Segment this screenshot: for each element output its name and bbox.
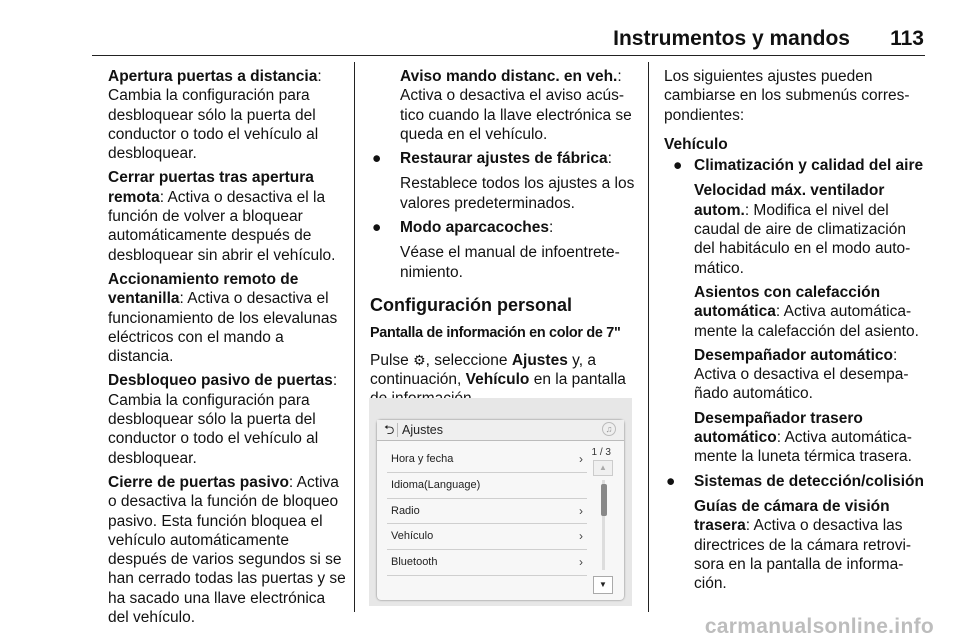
setting-term: Apertura puertas a distancia	[108, 68, 318, 85]
item-label: Hora y fecha	[391, 453, 454, 465]
list-item[interactable]	[387, 524, 587, 550]
chevron-right-icon: ›	[579, 555, 583, 570]
setting-text: : Activa o desactiva el funcionamiento de los elevalunas eléctricos con el mando a distancia.	[108, 290, 338, 366]
bullet-dot: ●	[673, 157, 683, 175]
list-item[interactable]	[387, 499, 587, 525]
bullet-item	[370, 149, 638, 168]
setting-term: Climatización y calidad del aire	[694, 157, 924, 175]
setting-description	[108, 371, 348, 467]
music-note-icon[interactable]: ♫	[602, 422, 616, 436]
column-2	[370, 67, 638, 413]
bullet-dot: ●	[666, 472, 676, 490]
watermark: carmanualsonline.info	[704, 615, 934, 638]
setting-term: Restaurar ajustes de fábrica	[400, 150, 608, 168]
bullet-item	[370, 218, 638, 237]
setting-term: Asientos con calefacción automática	[694, 283, 881, 321]
setting-term: Desempañador trasero automático	[694, 409, 863, 447]
section-heading: Configuración personal	[370, 294, 573, 315]
setting-text: :	[607, 150, 612, 168]
setting-text: : Activa automáticamente la luneta térmica trasera.	[694, 429, 912, 466]
setting-term: Desempañador automático	[694, 346, 893, 364]
setting-text: Restablece todos los ajustes a los valores predeterminados.	[400, 175, 635, 212]
vehicle-heading: Vehículo	[664, 135, 728, 153]
instr-part: Pulse	[370, 351, 414, 369]
setting-description	[664, 497, 926, 593]
setting-description	[108, 168, 348, 264]
chevron-right-icon: ›	[579, 452, 583, 466]
intro-text: Los siguientes ajustes pueden cambiarse en los submenús correspondientes:	[664, 68, 910, 124]
setting-term: Cierre de puertas pasivo	[108, 473, 289, 491]
instr-bold: Vehículo	[465, 370, 530, 388]
chevron-right-icon: ›	[579, 529, 583, 544]
scroll-up-button[interactable]: ▲	[593, 460, 613, 476]
gear-icon: ⚙	[413, 351, 426, 368]
screen-title: Ajustes	[402, 423, 443, 437]
setting-description	[108, 270, 348, 366]
column-divider-1	[354, 62, 355, 612]
list-item[interactable]	[387, 473, 587, 499]
setting-description	[108, 67, 348, 163]
setting-text: : Cambia la configuración para desbloquear sólo la puerta del conductor o todo el vehículo al desbloquear.	[108, 68, 322, 163]
setting-description	[664, 409, 926, 467]
setting-text: : Cambia la configuración para desbloquear sólo la puerta del conductor o todo el vehículo al desbloquear.	[108, 372, 338, 467]
back-arrow-icon[interactable]: ⮌	[384, 422, 395, 437]
setting-term: Cerrar puertas tras apertura remota	[108, 169, 314, 206]
setting-term: Guías de cámara de visión trasera	[694, 497, 890, 535]
setting-term: Accionamiento remoto de ventanilla	[108, 270, 299, 308]
column-divider-2	[648, 62, 649, 612]
setting-description	[664, 283, 926, 341]
page-number: 113	[890, 27, 924, 50]
setting-text: : Modifica el nivel del caudal de aire de climatización del habitáculo en el modo automático.	[694, 201, 911, 277]
page-indicator: 1 / 3	[591, 447, 611, 458]
scroll-down-button[interactable]: ▼	[593, 576, 613, 594]
setting-term: Velocidad máx. ventilador autom.	[694, 182, 885, 219]
setting-text: : Activa o desactiva el la función de volver a bloquear automáticamente después de desbloquear sin abrir el vehículo.	[108, 188, 336, 264]
setting-term: Desbloqueo pasivo de puertas	[108, 372, 333, 390]
setting-term: Sistemas de detección/colisión	[694, 472, 924, 490]
setting-text: :	[549, 219, 554, 237]
subsection-heading: Pantalla de información en color de 7"	[370, 325, 621, 342]
scrollbar-thumb[interactable]	[601, 484, 607, 516]
bullet-item	[664, 156, 926, 175]
settings-screenshot	[369, 398, 632, 606]
bullet-dot: ●	[372, 219, 382, 237]
chevron-right-icon: ›	[579, 503, 583, 518]
setting-term: Modo aparcacoches	[400, 219, 550, 237]
settings-list	[387, 447, 587, 576]
list-item[interactable]	[387, 447, 587, 473]
setting-text: : Activa o desactiva el desempañado automático.	[694, 346, 909, 403]
column-1	[108, 67, 348, 632]
setting-text: : Activa o desactiva el aviso acústico cuando la llave electrónica se queda en el vehículo.	[400, 68, 632, 143]
section-title: Instrumentos y mandos	[613, 27, 850, 50]
screen-titlebar	[377, 420, 624, 441]
setting-text: : Activa automáticamente la calefacción del asiento.	[694, 303, 919, 340]
item-label: Radio	[391, 504, 420, 517]
item-label: Idioma(Language)	[391, 478, 481, 491]
instr-part: , seleccione	[425, 351, 512, 369]
setting-description	[108, 473, 348, 627]
item-label: Bluetooth	[391, 556, 438, 569]
bullet-dot: ●	[372, 150, 382, 168]
setting-description	[664, 181, 926, 277]
bullet-item	[664, 472, 926, 491]
column-3	[664, 67, 926, 598]
setting-description	[664, 346, 926, 404]
setting-text: : Activa o desactiva las directrices de la cámara retrovisora en la pantalla de información.	[694, 517, 912, 593]
list-item[interactable]	[387, 550, 587, 576]
setting-term: Aviso mando distanc. en veh.	[400, 68, 618, 85]
setting-description	[370, 67, 638, 144]
titlebar-separator	[397, 423, 398, 437]
instr-part: y, a continuación,	[370, 351, 596, 388]
page-header	[0, 0, 960, 52]
header-rule	[92, 55, 925, 56]
instr-part: en la pantalla	[533, 370, 626, 388]
setting-text: Véase el manual de infoentretenimiento.	[400, 244, 620, 281]
setting-text: : Activa o desactiva la función de bloqueo pasivo. Esta función bloquea el vehículo automáticamente después de varios segundos si se han cerrado todas las puertas y se ha sacado una llave electrónica del vehículo.	[108, 473, 346, 627]
instr-bold: Ajustes	[511, 351, 568, 369]
item-label: Vehículo	[391, 530, 434, 543]
settings-screen	[377, 420, 624, 600]
